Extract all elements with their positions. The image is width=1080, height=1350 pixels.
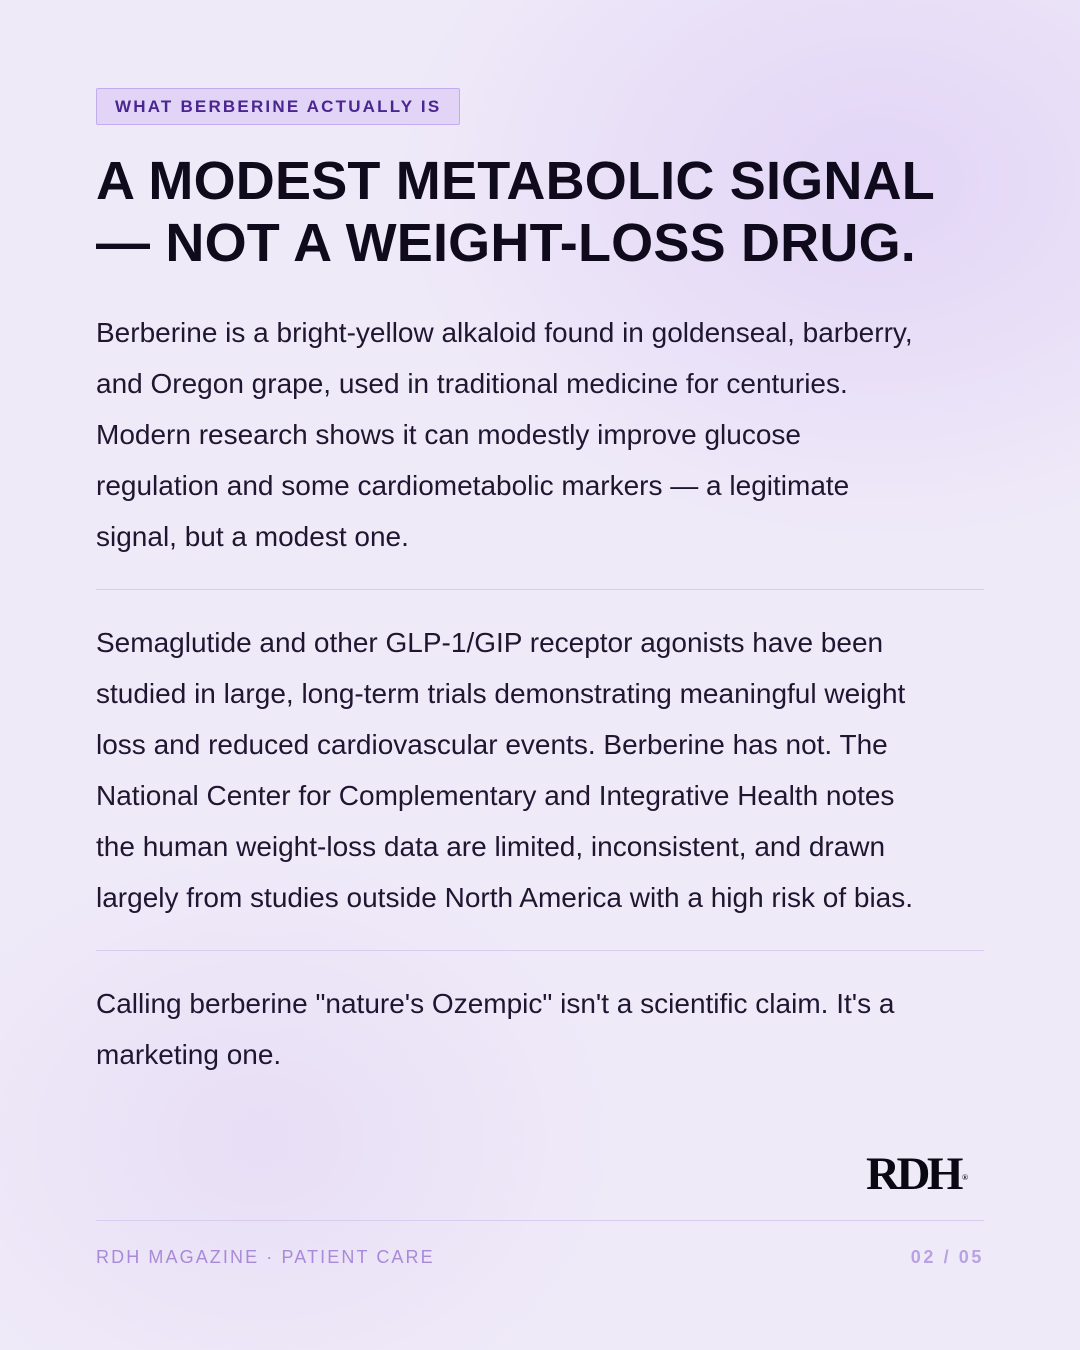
text-line: signal, but a modest one. <box>96 521 409 552</box>
registered-mark: ® <box>961 1173 968 1182</box>
text-line: regulation and some cardiometabolic markers — a legitimate <box>96 470 850 501</box>
text-line: Berberine is a bright-yellow alkaloid found in goldenseal, barberry, <box>96 317 913 348</box>
text-line: largely from studies outside North America with a high risk of bias. <box>96 882 914 913</box>
rdh-logo <box>866 1148 974 1200</box>
text-line: the human weight-loss data are limited, inconsistent, and drawn <box>96 831 886 862</box>
headline-line: — NOT A WEIGHT-LOSS DRUG. <box>96 213 916 273</box>
body-paragraph-2 <box>96 617 984 923</box>
headline <box>96 150 984 274</box>
headline-line: A MODEST METABOLIC SIGNAL <box>96 151 935 211</box>
footer-publication: RDH MAGAZINE · PATIENT CARE <box>96 1247 435 1267</box>
body-paragraph-3 <box>96 978 984 1080</box>
text-line: and Oregon grape, used in traditional medicine for centuries. <box>96 368 848 399</box>
text-line: loss and reduced cardiovascular events. Berberine has not. The <box>96 729 888 760</box>
text-line: Calling berberine "nature's Ozempic" isn't a scientific claim. It's a <box>96 988 895 1019</box>
text-line: Semaglutide and other GLP-1/GIP receptor agonists have been <box>96 627 884 658</box>
text-line: marketing one. <box>96 1039 282 1070</box>
divider <box>96 950 984 951</box>
text-line: Modern research shows it can modestly improve glucose <box>96 419 801 450</box>
section-tag: WHAT BERBERINE ACTUALLY IS <box>96 88 460 125</box>
page-indicator: 02 / 05 <box>910 1247 984 1267</box>
text-line: studied in large, long-term trials demonstrating meaningful weight <box>96 678 906 709</box>
body-paragraph-1 <box>96 307 984 562</box>
logo-text: RDH <box>866 1148 960 1200</box>
text-line: National Center for Complementary and Integrative Health notes <box>96 780 895 811</box>
footer-divider <box>96 1220 984 1221</box>
divider <box>96 589 984 590</box>
slide-content <box>96 88 984 1080</box>
